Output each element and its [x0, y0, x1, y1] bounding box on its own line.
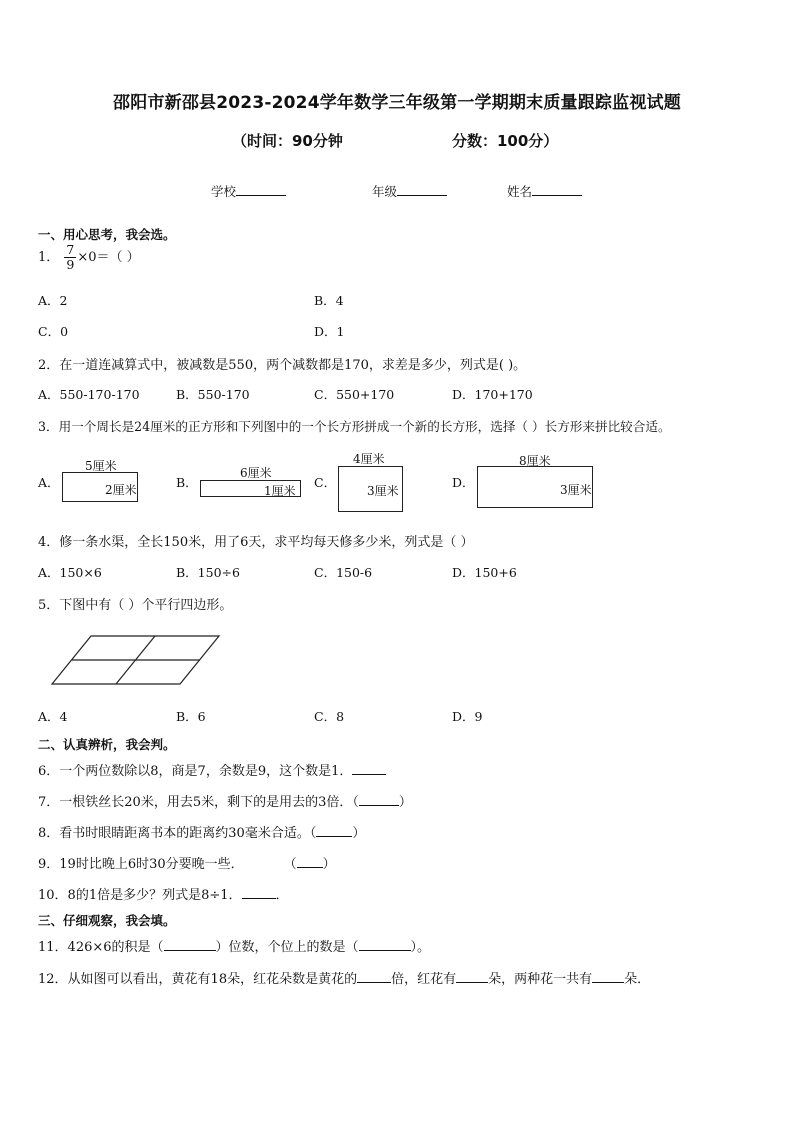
q11-ones-blank[interactable]: [359, 937, 411, 951]
rect-b-top-label: 6厘米: [240, 466, 272, 480]
q8-answer-blank[interactable]: [316, 823, 352, 837]
q3-option-c[interactable]: C．: [314, 475, 337, 490]
q1-option-a[interactable]: A．2: [38, 293, 68, 308]
q7-end: ）: [398, 795, 412, 810]
q10-end: ．: [275, 888, 289, 903]
q12-end: 朵．: [624, 972, 651, 987]
q2-option-a[interactable]: A．550-170-170: [38, 387, 140, 402]
q4-option-c[interactable]: C．150-6: [314, 565, 373, 580]
question-10: [38, 884, 289, 903]
rect-a-side-label: 2厘米: [105, 483, 137, 497]
q9-text: 9．19时比晚上6时30分要晚一些．: [38, 857, 244, 872]
question-12: [38, 968, 650, 987]
q11-text: 11．426×6的积是（: [38, 940, 164, 955]
question-11: [38, 936, 430, 955]
rect-a-top-label: 5厘米: [85, 459, 117, 473]
q9-answer-blank[interactable]: [297, 854, 323, 868]
q8-end: ）: [352, 826, 366, 841]
grade-label: 年级: [372, 184, 398, 199]
q11-mid: ）位数，个位上的数是（: [215, 940, 359, 955]
page-title: 邵阳市新邵县2023-2024学年数学三年级第一学期期末质量跟踪监视试题: [113, 93, 681, 113]
q2-option-d[interactable]: D．170+170: [452, 387, 533, 402]
name-label: 姓名: [507, 184, 533, 199]
question-5: 5．下图中有（ ）个平行四边形。: [38, 598, 233, 613]
rect-d-side-label: 3厘米: [560, 483, 592, 497]
q5-option-d[interactable]: D．9: [452, 709, 483, 724]
q4-option-a[interactable]: A．150×6: [38, 565, 102, 580]
q12-part3: 朵，两种花一共有: [488, 972, 593, 987]
parallelogram-figure: [48, 632, 224, 688]
q12-times-blank[interactable]: [357, 969, 391, 983]
q6-answer-blank[interactable]: [352, 761, 386, 775]
q12-total-blank[interactable]: [592, 969, 624, 983]
q12-text: 12．从如图可以看出，黄花有18朵，红花朵数是黄花的: [38, 972, 358, 987]
question-3: 3．用一个周长是24厘米的正方形和下列图中的一个长方形拼成一个新的长方形，选择（ ）长方形来拼比较合适。: [38, 419, 671, 434]
q5-option-c[interactable]: C．8: [314, 709, 345, 724]
question-7: [38, 791, 412, 810]
school-label: 学校: [211, 184, 237, 199]
q9-open: （: [283, 857, 297, 872]
q9-end: ）: [322, 857, 336, 872]
question-8: [38, 822, 365, 841]
question-1: [38, 243, 140, 272]
q5-option-a[interactable]: A．4: [38, 709, 68, 724]
grade-field: [372, 182, 447, 200]
q2-option-b[interactable]: B．550-170: [176, 387, 250, 402]
section-heading-3: 三、仔细观察，我会填。: [38, 913, 176, 928]
question-4: 4．修一条水渠，全长150米，用了6天，求平均每天修多少米，列式是（ ）: [38, 535, 474, 550]
q10-answer-blank[interactable]: [242, 885, 276, 899]
q4-option-d[interactable]: D．150+6: [452, 565, 517, 580]
q3-option-d[interactable]: D．: [452, 475, 475, 490]
rect-c-top-label: 4厘米: [353, 452, 385, 466]
question-2: 2．在一道连减算式中，被减数是550，两个减数都是170，求差是多少，列式是( )。: [38, 358, 527, 373]
q7-text: 7．一根铁丝长20米，用去5米，剩下的是用去的3倍．（: [38, 795, 359, 810]
q12-part2: 倍，红花有: [391, 972, 457, 987]
question-6: [38, 760, 386, 779]
q3-option-a[interactable]: A．: [38, 475, 60, 490]
section-heading-1: 一、用心思考，我会选。: [38, 227, 176, 242]
q1-number: 1．: [38, 250, 60, 265]
name-blank[interactable]: [532, 183, 582, 196]
q1-option-d[interactable]: D．1: [314, 324, 345, 339]
section-heading-2: 二、认真辨析，我会判。: [38, 737, 176, 752]
school-blank[interactable]: [236, 183, 286, 196]
fraction-numerator: 7: [66, 242, 75, 257]
question-9: [38, 853, 336, 872]
grade-blank[interactable]: [397, 183, 447, 196]
fraction-denominator: 9: [66, 257, 75, 272]
q4-option-b[interactable]: B．150÷6: [176, 565, 240, 580]
fraction-seven-ninths: [64, 243, 76, 272]
q1-option-b[interactable]: B．4: [314, 293, 344, 308]
rect-b-side-label: 1厘米: [264, 484, 296, 498]
q6-text: 6．一个两位数除以8，商是7，余数是9，这个数是1．: [38, 764, 353, 779]
q3-option-b[interactable]: B．: [176, 475, 198, 490]
exam-score: 分数：100分）: [452, 132, 559, 150]
q11-end: ）。: [410, 940, 431, 955]
q8-text: 8．看书时眼睛距离书本的距离约30毫米合适。（: [38, 826, 317, 841]
school-field: [211, 182, 286, 200]
q2-option-c[interactable]: C．550+170: [314, 387, 395, 402]
q1-option-c[interactable]: C．0: [38, 324, 69, 339]
q1-rest: ×0＝（ ）: [77, 250, 140, 265]
q11-digits-blank[interactable]: [164, 937, 216, 951]
rect-c-side-label: 3厘米: [367, 484, 399, 498]
name-field: [507, 182, 582, 200]
q12-red-blank[interactable]: [456, 969, 488, 983]
exam-time: （时间：90分钟: [232, 132, 343, 150]
q10-text: 10．8的1倍是多少？列式是8÷1．: [38, 888, 242, 903]
q5-option-b[interactable]: B．6: [176, 709, 206, 724]
rect-d-top-label: 8厘米: [519, 454, 551, 468]
q7-answer-blank[interactable]: [359, 792, 399, 806]
